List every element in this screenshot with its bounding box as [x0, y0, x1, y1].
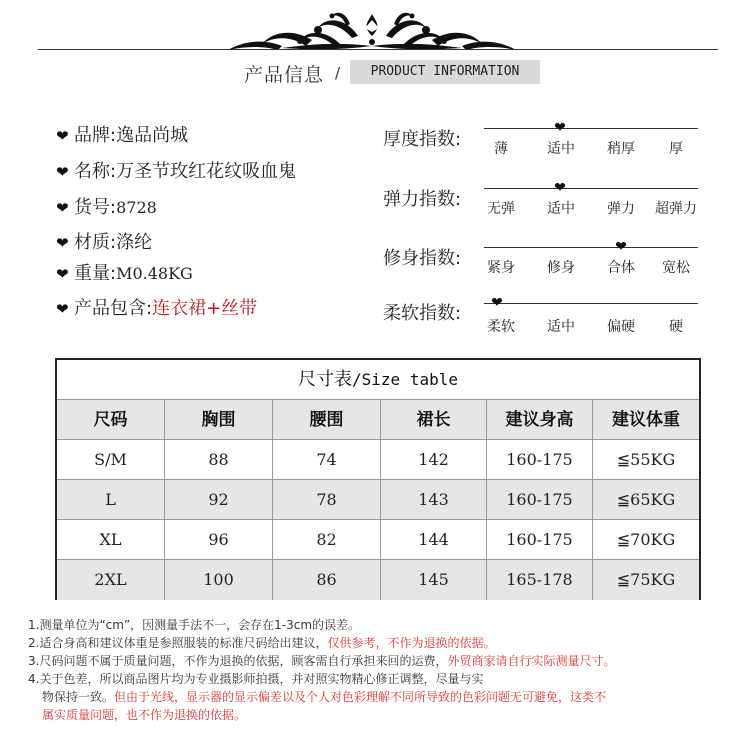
info-label: 重量 — [74, 263, 110, 284]
section-header — [0, 58, 750, 86]
size-table-title: 尺寸表/Size table — [57, 360, 699, 400]
table-row — [57, 560, 699, 600]
table-cell: 143 — [381, 480, 487, 520]
table-cell: 2XL — [57, 560, 165, 600]
table-cell: ≦70KG — [616, 530, 676, 549]
info-value: 8728 — [116, 198, 157, 217]
elasticity-index-label: 弹力指数: — [383, 189, 462, 210]
table-cell: 88 — [165, 440, 273, 480]
info-value: 逸品尚城 — [116, 125, 189, 146]
info-value: 万圣节玫红花纹吸血鬼 — [116, 161, 297, 182]
scale-option: 超弹力 — [655, 201, 697, 217]
header-title-en: PRODUCT INFORMATION — [350, 60, 540, 84]
elasticity-index-scale — [484, 188, 698, 189]
heart-icon: ❤ — [56, 199, 69, 217]
scale-option: 弹力 — [607, 201, 635, 217]
scale-option: 无弹 — [487, 201, 515, 217]
table-cell: 145 — [381, 560, 487, 600]
scale-option: 适中 — [547, 201, 575, 217]
scale-option: 厚 — [669, 141, 683, 157]
info-label: 名称 — [74, 161, 110, 182]
table-cell: 165-178 — [487, 560, 593, 600]
table-cell: 86 — [273, 560, 381, 600]
scale-option: 修身 — [547, 260, 575, 276]
table-cell: S/M — [57, 440, 165, 480]
table-cell: 74 — [273, 440, 381, 480]
fit-index-label: 修身指数: — [383, 248, 462, 269]
table-row — [57, 520, 699, 560]
table-header-cell: 腰围 — [273, 400, 381, 440]
table-cell: 82 — [273, 520, 381, 560]
note-4-cont: 物保持一致。但由于光线，显示器的显示偏差以及个人对色彩理解不同所导致的色彩问题无可避免，这类不 — [42, 690, 607, 704]
info-row-contents: ❤ 产品包含:连衣裙+丝带 — [56, 298, 258, 319]
table-header-cell: 建议体重 — [612, 410, 680, 430]
scale-option: 紧身 — [487, 260, 515, 276]
info-row-weight: ❤ 重量:M0.48KG — [56, 263, 193, 284]
scale-option: 偏硬 — [607, 319, 635, 335]
table-cell: ≦55KG — [616, 450, 676, 469]
heart-icon: ❤ — [554, 120, 566, 136]
table-header-cell: 裙长 — [381, 400, 487, 440]
fit-index-scale — [484, 247, 698, 248]
table-cell: ≦65KG — [616, 490, 676, 509]
table-cell: 144 — [381, 520, 487, 560]
info-value: M0.48KG — [116, 264, 193, 283]
info-label: 品牌 — [74, 125, 110, 146]
note-2: 2.适合身高和建议体重是参照服装的标准尺码给出建议，仅供参考，不作为退换的依据。 — [28, 636, 496, 650]
top-divider — [38, 49, 718, 50]
heart-icon: ❤ — [491, 295, 503, 311]
softness-index-label: 柔软指数: — [383, 303, 462, 324]
info-row-name: ❤ 名称:万圣节玫红花纹吸血鬼 — [56, 161, 297, 182]
heart-icon: ❤ — [554, 180, 566, 196]
table-cell: 160-175 — [487, 480, 593, 520]
info-value: 连衣裙+丝带 — [152, 298, 258, 319]
scale-option: 柔软 — [487, 319, 515, 335]
table-cell: 92 — [165, 480, 273, 520]
info-label: 材质 — [74, 232, 110, 253]
scale-option: 硬 — [669, 319, 683, 335]
table-header-cell: 建议身高 — [487, 400, 593, 440]
table-cell: 100 — [165, 560, 273, 600]
table-row — [57, 440, 699, 480]
table-cell: 142 — [381, 440, 487, 480]
scale-option: 稍厚 — [607, 141, 635, 157]
scale-option: 合体 — [607, 260, 635, 276]
scale-option: 宽松 — [662, 260, 690, 276]
heart-icon: ❤ — [56, 163, 69, 181]
table-header-row — [57, 400, 699, 440]
heart-icon: ❤ — [615, 239, 627, 255]
table-cell: 160-175 — [487, 520, 593, 560]
header-title-cn: 产品信息 — [244, 64, 325, 86]
heart-icon: ❤ — [56, 127, 69, 145]
thickness-index-label: 厚度指数: — [383, 129, 462, 150]
table-cell: 78 — [273, 480, 381, 520]
note-4-end: 属实质量问题，也不作为退换的依据。 — [42, 708, 247, 722]
info-value: 涤纶 — [116, 232, 153, 253]
scale-option: 适中 — [547, 141, 575, 157]
info-label: 产品包含 — [74, 298, 146, 319]
header-separator: / — [335, 64, 341, 82]
table-cell: XL — [57, 520, 165, 560]
table-cell: 160-175 — [487, 440, 593, 480]
info-row-material: ❤ 材质:涤纶 — [56, 232, 153, 253]
table-header-cell: 胸围 — [165, 400, 273, 440]
table-cell: 96 — [165, 520, 273, 560]
thickness-index-scale — [484, 128, 698, 129]
heart-icon: ❤ — [56, 234, 69, 252]
info-row-brand: ❤ 品牌:逸品尚城 — [56, 125, 189, 146]
note-3: 3.尺码问题不属于质量问题，不作为退换的依据，顾客需自行承担来回的运费，外贸商家请自行实际测量尺寸。 — [28, 654, 616, 668]
heart-icon: ❤ — [56, 265, 69, 283]
softness-index-scale — [484, 303, 698, 304]
scale-option: 薄 — [494, 141, 508, 157]
size-table — [55, 358, 701, 600]
note-1: 1.测量单位为“cm”，因测量手法不一，会存在1-3cm的误差。 — [28, 618, 361, 632]
note-4: 4.关于色差，所以商品图片均为专业摄影师拍摄，并对照实物精心修正调整，尽量与实 — [28, 672, 484, 686]
table-header-cell: 尺码 — [57, 400, 165, 440]
scale-option: 适中 — [547, 319, 575, 335]
ornament-flourish-icon — [222, 6, 522, 52]
info-label: 货号 — [74, 197, 110, 218]
heart-icon: ❤ — [56, 300, 69, 318]
table-cell: L — [57, 480, 165, 520]
table-cell: ≦75KG — [616, 570, 676, 589]
table-row — [57, 480, 699, 520]
info-row-item-number: ❤ 货号:8728 — [56, 197, 157, 218]
